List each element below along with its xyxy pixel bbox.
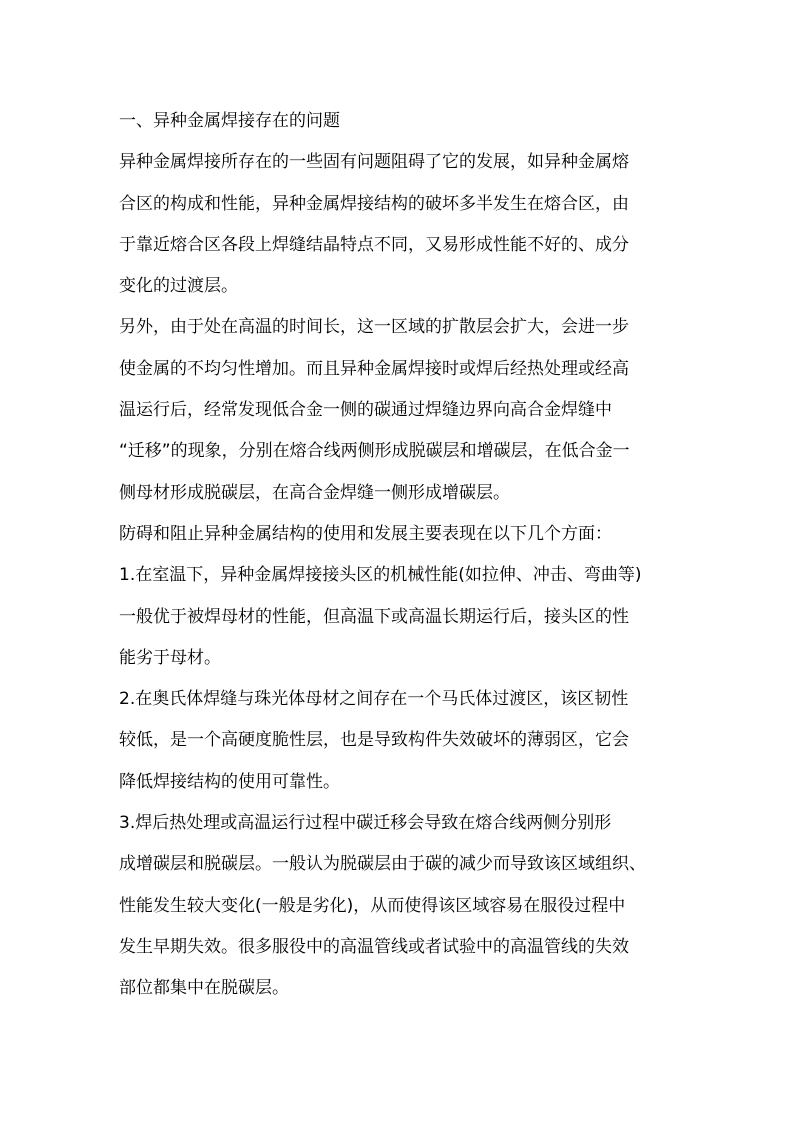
- text-line: 变化的过渡层。: [119, 276, 238, 297]
- text-line: 一般优于被焊母材的性能，但高温下或高温长期运行后，接头区的性: [119, 606, 629, 627]
- text-line: 另外，由于处在高温的时间长，这一区域的扩散层会扩大，会进一步: [119, 317, 629, 338]
- text-line: 于靠近熔合区各段上焊缝结晶特点不同，又易形成性能不好的、成分: [119, 234, 629, 255]
- paragraph-carbon-migration: [119, 307, 679, 513]
- heading-text: 一、异种金属焊接存在的问题: [119, 111, 340, 131]
- text-line: 降低焊接结构的使用可靠性。: [119, 771, 340, 792]
- text-line: 3.焊后热处理或高温运行过程中碳迁移会导致在熔合线两侧分别形: [119, 813, 612, 834]
- text-line: 2.在奥氏体焊缝与珠光体母材之间存在一个马氏体过渡区，该区韧性: [119, 689, 629, 710]
- text-line: 合区的构成和性能，异种金属焊接结构的破坏多半发生在熔合区，由: [119, 193, 629, 214]
- paragraph-intro: [119, 142, 679, 307]
- text-line: 较低，是一个高硬度脆性层，也是导致构件失效破坏的薄弱区，它会: [119, 730, 629, 751]
- text-line: 部位都集中在脱碳层。: [119, 978, 289, 999]
- text-line: 使金属的不均匀性增加。而且异种金属焊接时或焊后经热处理或经高: [119, 358, 629, 379]
- text-line: 成增碳层和脱碳层。一般认为脱碳层由于碳的减少而导致该区域组织、: [119, 854, 646, 875]
- list-item-1: [119, 555, 679, 679]
- text-line: “迁移”的现象，分别在熔合线两侧形成脱碳层和增碳层，在低合金一: [119, 441, 630, 462]
- list-item-3: [119, 803, 679, 1009]
- list-item-2: [119, 679, 679, 803]
- document-page: [119, 101, 679, 1010]
- text-line: 温运行后，经常发现低合金一侧的碳通过焊缝边界向高合金焊缝中: [119, 400, 612, 421]
- text-line: 1.在室温下，异种金属焊接接头区的机械性能(如拉伸、冲击、弯曲等): [119, 565, 642, 586]
- section-heading: [119, 101, 679, 142]
- text-line: 性能发生较大变化(一般是劣化)，从而使得该区域容易在服役过程中: [119, 895, 626, 916]
- text-line: 侧母材形成脱碳层，在高合金焊缝一侧形成增碳层。: [119, 482, 510, 503]
- paragraph-list-intro: [119, 514, 679, 555]
- text-line: 防碍和阻止异种金属结构的使用和发展主要表现在以下几个方面：: [119, 523, 612, 544]
- text-line: 异种金属焊接所存在的一些固有问题阻碍了它的发展，如异种金属熔: [119, 152, 629, 173]
- text-line: 发生早期失效。很多服役中的高温管线或者试验中的高温管线的失效: [119, 936, 629, 957]
- text-line: 能劣于母材。: [119, 647, 221, 668]
